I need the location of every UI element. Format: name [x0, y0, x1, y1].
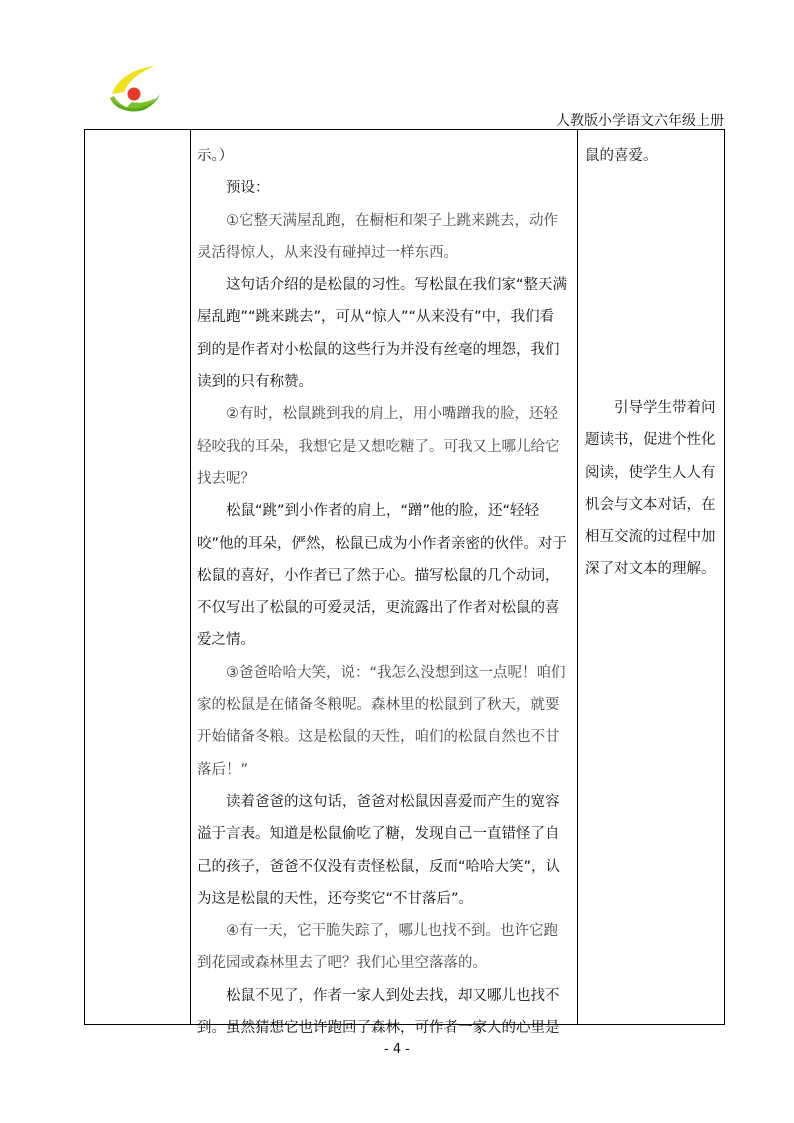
- main-paragraph: 示。）: [197, 148, 234, 164]
- main-paragraph: 这句话介绍的是松鼠的习性。写松鼠在我们家“整天满屋乱跑”“跳来跳去”，可从“惊人”“从来没有”中，我们看到的是作者对小松鼠的这些行为并没有丝毫的埋怨，我们读到的只有称赞。: [197, 277, 568, 391]
- main-paragraph: 读着爸爸的这句话，爸爸对松鼠因喜爱而产生的宽容溢于言表。知道是松鼠偷吃了糖，发现自己一直错怪了自己的孩子，爸爸不仅没有责怪松鼠，反而“哈哈大笑”，认为这是松鼠的天性，还夸奖它“不甘落后”。: [197, 793, 561, 907]
- design-intent-column-top: [585, 140, 717, 172]
- main-paragraph: 预设：: [226, 180, 270, 197]
- design-intent-column-mid: [585, 392, 717, 586]
- side-note: 鼠的喜爱。: [585, 148, 658, 164]
- quoted-sentence: ②有时，松鼠跳到我的肩上，用小嘴蹭我的脸，还轻轻咬我的耳朵，我想它是又想吃糖了。可我又上哪儿给它找去呢？: [197, 406, 560, 487]
- column-divider-left: [190, 130, 191, 1024]
- side-note: 引导学生带着问题读书，促进个性化阅读，使学生人人有机会与文本对话，在相互交流的过程中加深了对文本的理解。: [585, 400, 716, 578]
- document-header-title: 人教版小学语文六年级上册: [556, 113, 724, 129]
- teaching-process-column: [197, 140, 567, 1044]
- main-paragraph: 松鼠不见了，作者一家人到处去找，却又哪儿也找不到。虽然猜想它也许跑回了森林，可作者一家人的心里是: [197, 987, 560, 1037]
- column-divider-right: [577, 130, 578, 1024]
- main-paragraph: 松鼠“跳”到小作者的肩上，“蹭”他的脸，还“轻轻咬”他的耳朵，俨然，松鼠已成为小作者亲密的伙伴。对于松鼠的喜好，小作者已了然于心。描写松鼠的几个动词，不仅写出了松鼠的可爱灵活，更流露出了作者对松鼠的喜爱之情。: [197, 503, 568, 649]
- quoted-sentence: ①它整天满屋乱跑，在橱柜和架子上跳来跳去，动作灵活得惊人，从来没有碰掉过一样东西。: [197, 212, 558, 261]
- lesson-table: [84, 129, 725, 1037]
- leaf-sun-logo-icon: [104, 64, 164, 116]
- page-number: - 4 -: [384, 1042, 410, 1057]
- quoted-sentence: ③爸爸哈哈大笑，说：“我怎么没想到这一点呢！咱们家的松鼠是在储备冬粮呢。森林里的松鼠到了秋天，就要开始储备冬粮。这是松鼠的天性，咱们的松鼠自然也不甘落后！”: [197, 664, 566, 778]
- quoted-sentence: ④有一天，它干脆失踪了，哪儿也找不到。也许它跑到花园或森林里去了吧？我们心里空落落的。: [197, 923, 558, 972]
